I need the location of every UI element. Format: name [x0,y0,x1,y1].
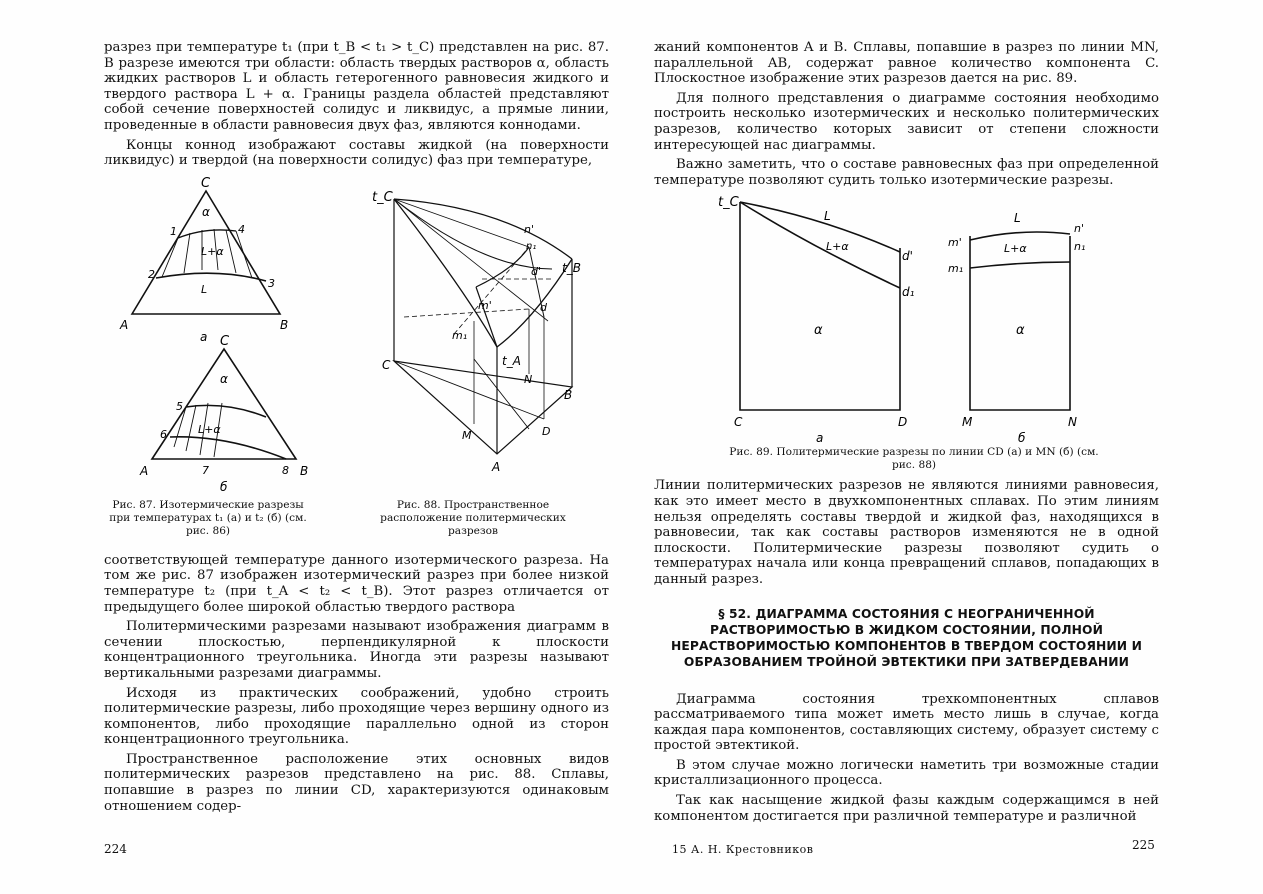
fig88-label-n1: n' [524,222,534,236]
fig89b-label-n1: n₁ [1074,240,1086,254]
fig89a-solidus [740,202,900,288]
right-paragraph-3: Важно заметить, что о составе равновесных фаз при определенной температуре позволяют судить только изотермические разрезы. [654,157,1159,188]
fig89b-label-La: L+α [1004,242,1027,256]
fig89b-label-mprime: m' [948,236,962,250]
fig87b-label-b: б [220,479,228,494]
right-paragraph-1: жаний компонентов A и B. Сплавы, попавшие в разрез по линии MN, параллельной AB, содержат равное количество компонента C. Плоскостное изображение этих разрезов дается на рис. 89. [654,40,1159,87]
fig89b-label-nprime: n' [1074,222,1084,236]
fig89a-label-L: L [824,209,831,224]
left-paragraph-4: Политермическими разрезами называют изображения диаграмм в сечении плоскостью, перпендикулярной к плоскости концентрационного треугольника. Иногда эти разрезы называют вертикальными разрезами диаграммы. [104,619,609,681]
printer-signature: 15 А. Н. Крестовников [672,843,814,856]
fig89a-label-D: D [898,415,908,430]
left-paragraph-1: разрез при температуре t₁ (при t_B < t₁ > t_C) представлен на рис. 87. В разрезе имеются три области: область твердых растворов α, область жидких растворов L и область гетерогенного равновесия жидкого и твердого раствора L + α. Границы раздела областей представляют собой сечение поверхностей солидус и ликвидус, а прямые линии, проведенные в области равновесия двух фаз, являются коннодами. [104,40,609,133]
fig88-label-tB: t_B [562,260,581,275]
fig87a-curve-bottom [156,273,266,281]
fig88-label-n2: n₁ [526,240,537,252]
fig87b-label-7: 7 [202,463,209,477]
fig87b-curve-top [186,405,266,417]
fig89a-label-d1: d₁ [902,285,915,300]
figures-87-88-drawing [104,169,609,529]
fig89b-label-L: L [1014,211,1021,226]
fig88-label-C: C [382,357,391,372]
left-page [104,40,609,814]
fig87a-label-2: 2 [148,267,155,281]
figure-88-caption: Рис. 88. Пространственное расположение политермических разрезов [380,498,566,537]
section-heading: § 52. ДИАГРАММА СОСТОЯНИЯ С НЕОГРАНИЧЕННОЙ РАСТВОРИМОСТЬЮ В ЖИДКОМ СОСТОЯНИИ, ПОЛНОЙ НЕРАСТВОРИМОСТЬЮ КОМПОНЕНТОВ В ТВЕРДОМ СОСТОЯНИИ И ОБРАЗОВАНИЕМ ТРОЙНОЙ ЭВТЕКТИКИ ПРИ ЗАТВЕРДЕВАНИИ [671,606,1142,669]
left-page-number: 224 [104,842,127,856]
right-paragraph-7: Так как насыщение жидкой фазы каждым содержащимся в ней компонентом достигается при различной температуре и различной [654,793,1159,824]
fig88-label-D: D [542,424,551,438]
fig89b-label-M: M [962,415,973,430]
fig89a-liquidus [740,202,900,252]
fig89a-label-dprime: d' [902,249,913,264]
fig87b-label-La: L+α [198,422,221,436]
fig88-label-N: N [524,372,533,386]
fig87b-label-5: 5 [176,399,183,413]
fig87b-triangle [152,349,296,459]
fig89a-label-C: C [734,415,743,430]
left-paragraph-3: соответствующей температуре данного изотермического разреза. На том же рис. 87 изображен изотермический разрез при более низкой температуре t₂ (при t_A < t₂ < t_B). Этот разрез отличается от предыдущего более широкой областью твердого раствора [104,552,609,615]
fig87a-label-B: B [280,317,289,332]
fig89b-label-m1: m₁ [948,262,964,276]
figure-87-caption: Рис. 87. Изотермические разрезы при температурах t₁ (a) и t₂ (б) (см. рис. 86) [109,498,307,537]
fig87b-label-alpha: α [220,371,228,386]
fig87b-label-B: B [300,463,309,478]
fig89a-label-La: L+α [826,240,849,254]
fig89b-liquidus [970,232,1070,240]
fig87b-curve-bottom [170,437,286,459]
figure-89-drawing [654,188,1159,448]
fig87a-label-4: 4 [238,222,245,236]
right-page [654,40,1159,824]
fig89a-label-alpha: α [814,323,823,339]
fig88-label-m1: m' [478,298,492,312]
fig89a-label-a: a [816,431,824,446]
fig87a-label-a: a [200,329,208,344]
fig89a-frame [740,202,900,410]
right-paragraph-4: Линии политермических разрезов не являются линиями равновесия, как это имеет место в двухкомпонентных сплавах. По этим линиям нельзя определять составы твердой и жидкой фаз, находящихся в равновесии, так как составы растворов изменяются не в одной плоскости. Политермические разрезы позволяют судить о температурах начала или конца превращений сплавов, попадающих в данный разрез. [654,478,1159,587]
fig89b-label-alpha: α [1016,323,1025,339]
figure-89 [654,188,1159,478]
figure-89-caption: Рис. 89. Политермические разрезы по линии CD (a) и MN (б) (см. рис. 88) [729,446,1099,472]
fig87a-label-L: L [201,282,208,296]
fig88-label-B: B [564,387,573,402]
left-paragraph-6: Пространственное расположение этих основных видов политермических разрезов представлено на рис. 88. Сплавы, попавшие в разрез по линии CD, характеризуются одинаковым отношением содер- [104,751,609,814]
right-page-number: 225 [1132,838,1155,852]
fig87b-label-C: C [220,333,230,349]
fig88-label-d: d [540,300,547,314]
left-paragraph-2: Концы коннод изображают составы жидкой (на поверхности ликвидус) и твердой (на поверхности солидус) фаз при температуре, [104,137,609,169]
fig88-label-d1: d' [531,264,542,278]
fig87a-label-La: L+α [201,244,224,258]
right-paragraph-5: Диаграмма состояния трехкомпонентных сплавов рассматриваемого типа может иметь место лишь в случае, когда каждая пара компонентов, составляющих систему, образует систему с простой эвтектикой. [654,691,1159,754]
fig87a-label-1: 1 [170,224,177,238]
left-paragraph-5: Исходя из практических соображений, удобно строить политермические разрезы, либо проходящие через вершину одного из компонентов, либо проходящие параллельно одной из сторон концентрационного треугольника. [104,685,609,748]
fig89b-label-N: N [1068,415,1077,430]
fig87b-label-A: A [140,463,149,478]
fig87a-label-3: 3 [268,276,275,290]
right-paragraph-2: Для полного представления о диаграмме состояния необходимо построить несколько изотермических и несколько политермических разрезов, количество которых зависит от степени сложности интересующей нас диаграммы. [654,90,1159,153]
fig89b-label-b: б [1018,431,1026,446]
fig89b-solidus [970,262,1070,268]
fig87a-label-A: A [120,317,129,332]
fig88-label-tA: t_A [502,353,521,368]
fig87b-label-8: 8 [282,463,289,477]
fig88-label-A: A [492,459,501,474]
fig88-base-triangle [394,361,572,454]
fig89a-label-tC: t_C [718,195,739,211]
right-paragraph-6: В этом случае можно логически наметить три возможные стадии кристаллизационного процесса. [654,757,1159,789]
fig87a-label-C: C [201,175,211,191]
fig88-label-tC: t_C [372,189,393,205]
fig87b-label-6: 6 [160,427,167,441]
fig88-label-m2: m₁ [452,328,468,342]
fig88-label-M: M [462,428,472,442]
figures-87-88 [104,169,609,569]
fig87a-label-alpha: α [202,204,210,219]
